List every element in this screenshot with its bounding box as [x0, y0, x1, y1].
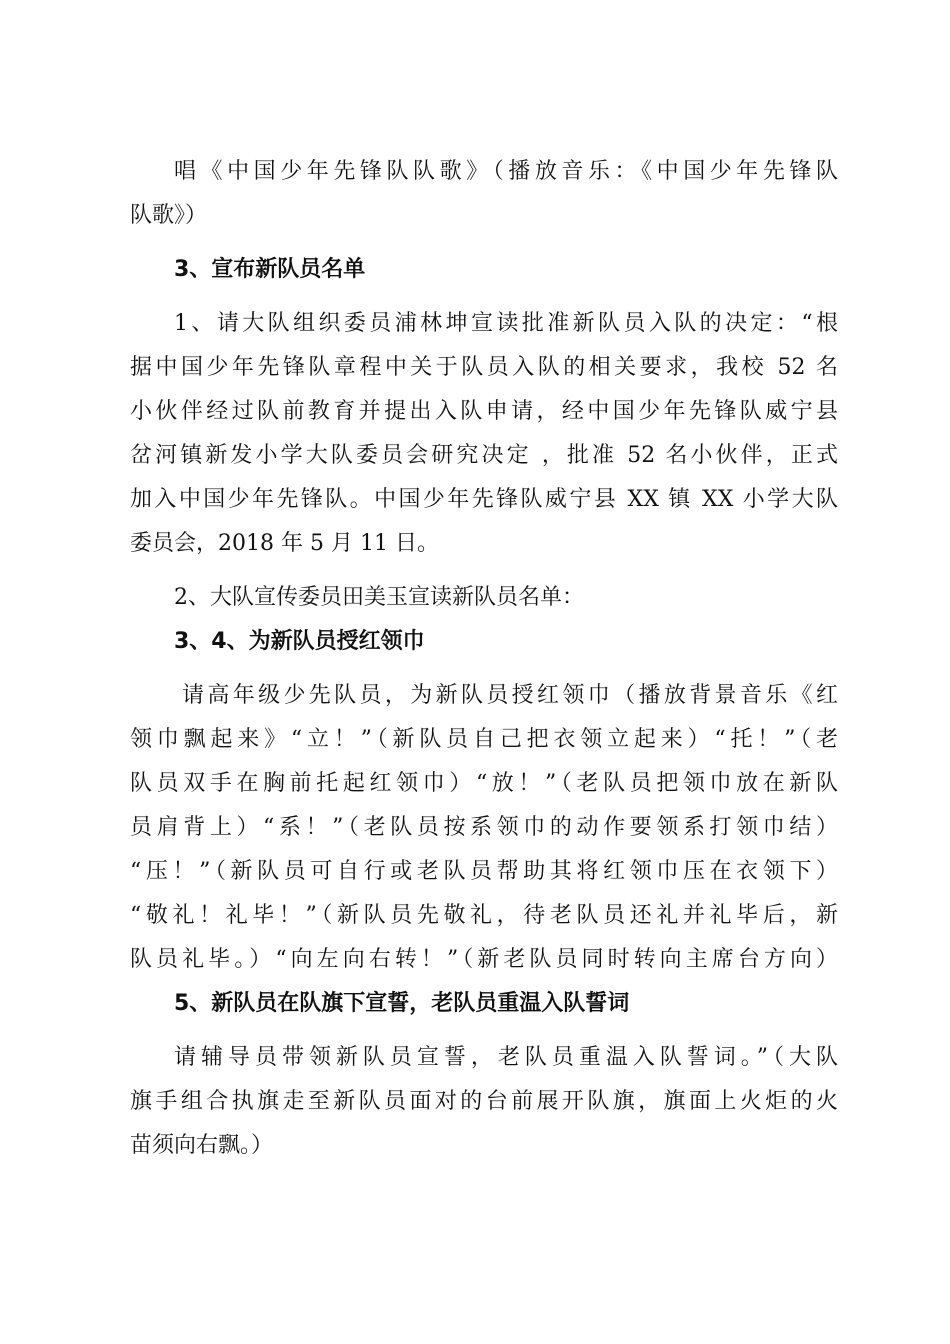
paragraph-line: 据中国少年先锋队章程中关于队员入队的相关要求，我校 52 名: [130, 355, 838, 380]
paragraph-line: 队歌》）: [130, 203, 208, 228]
paragraph-line: 加入中国少年先锋队。中国少年先锋队威宁县 XX 镇 XX 小学大队: [130, 487, 838, 512]
paragraph-line: 旗手组合执旗走至新队员面对的台前展开队旗，旗面上火炬的火: [130, 1089, 838, 1114]
paragraph-line: “敬礼！礼毕！”（新队员先敬礼，待老队员还礼并礼毕后，新: [130, 903, 838, 928]
section-heading: 3、宣布新队员名单: [174, 257, 366, 282]
paragraph-line: 小伙伴经过队前教育并提出入队申请，经中国少年先锋队威宁县: [130, 399, 838, 424]
paragraph-line: 领巾飘起来》“立！”（新队员自己把衣领立起来）“托！”（老: [130, 727, 838, 752]
paragraph-line: 队员双手在胸前托起红领巾）“放！”（老队员把领巾放在新队: [130, 771, 838, 796]
paragraph-line: 岔河镇新发小学大队委员会研究决定 ，批准 52 名小伙伴，正式: [130, 443, 838, 468]
paragraph-line: 1、请大队组织委员浦林坤宣读批准新队员入队的决定：“根: [174, 311, 838, 336]
paragraph-line: “压！”（新队员可自行或老队员帮助其将红领巾压在衣领下）: [130, 859, 838, 884]
paragraph-line: 员肩背上）“系！”（老队员按系领巾的动作要领系打领巾结）: [130, 815, 838, 840]
section-heading: 3、4、为新队员授红领巾: [174, 629, 425, 654]
document-body: [130, 150, 838, 1168]
paragraph-line: 唱《中国少年先锋队队歌》（播放音乐：《中国少年先锋队: [174, 159, 838, 184]
section-heading: 5、新队员在队旗下宣誓，老队员重温入队誓词: [174, 991, 630, 1016]
paragraph-line: 队员礼毕。）“向左向右转！”（新老队员同时转向主席台方向）: [130, 947, 838, 972]
paragraph-line: 请高年级少先队员，为新队员授红领巾（播放背景音乐《红: [182, 683, 838, 708]
paragraph-line: 苗须向右飘。）: [130, 1133, 274, 1158]
paragraph-line: 2、大队宣传委员田美玉宣读新队员名单：: [174, 585, 584, 610]
paragraph-line: 委员会，2018 年 5 月 11 日。: [130, 531, 439, 556]
paragraph-line: 请辅导员带领新队员宣誓，老队员重温入队誓词。”（大队: [174, 1045, 838, 1070]
